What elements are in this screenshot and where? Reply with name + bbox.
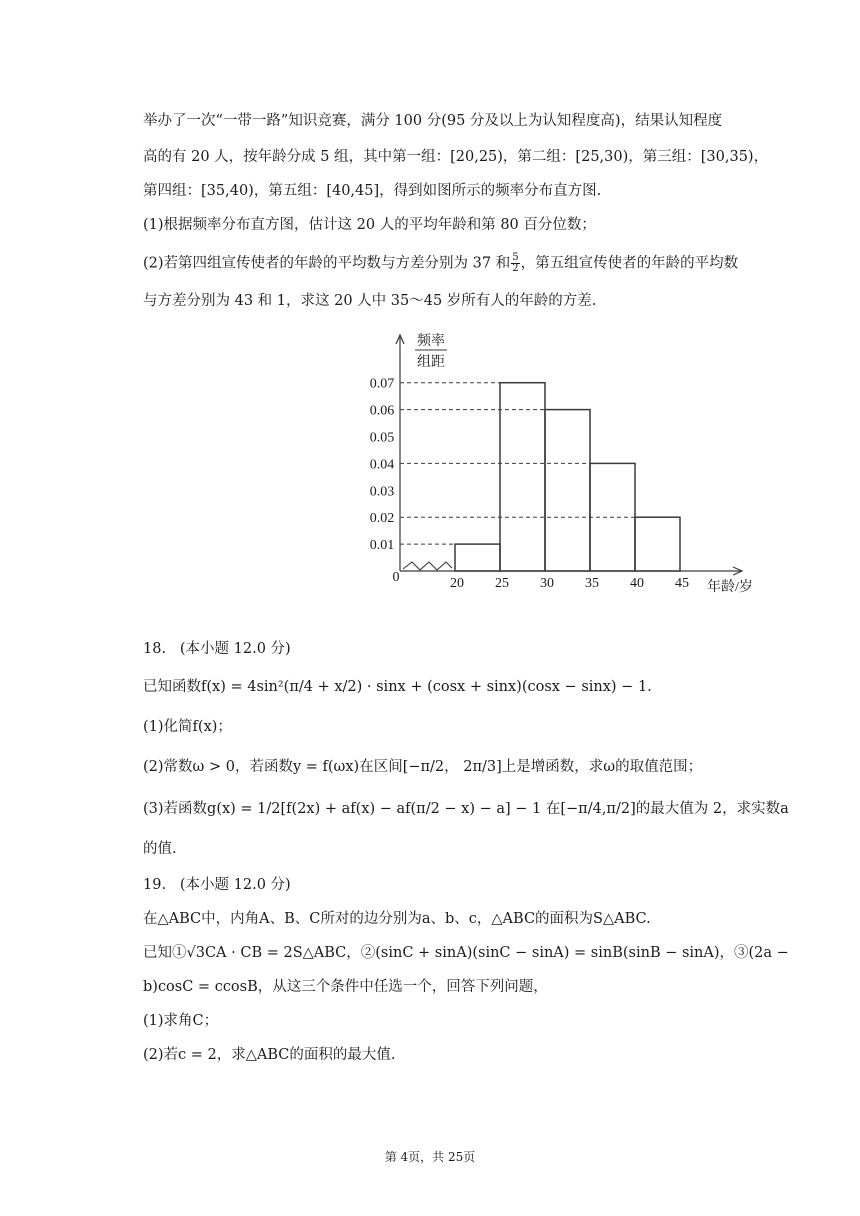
q17-part2c: 与方差分别为 43 和 1，求这 20 人中 35～45 岁所有人的年龄的方差. xyxy=(143,293,597,309)
q17-part2b: ，第五组宣传使者的年龄的平均数 xyxy=(520,255,739,272)
q19-heading xyxy=(143,876,291,894)
histogram-bar xyxy=(635,517,680,571)
y-axis-label-denominator: 组距 xyxy=(417,355,445,370)
x-tick-label: 40 xyxy=(630,576,644,591)
x-tick-label: 25 xyxy=(495,576,509,591)
q18-score: (本小题 12.0 分) xyxy=(179,641,291,657)
x-tick-label: 45 xyxy=(675,576,689,591)
histogram-bar xyxy=(455,544,500,571)
q18-part1: (1)化简f(x)； xyxy=(143,719,232,735)
q19-part1: (1)求角C； xyxy=(143,1013,219,1029)
q19-score: (本小题 12.0 分) xyxy=(179,877,291,893)
histogram-bar xyxy=(500,383,545,571)
y-axis-label-numerator: 频率 xyxy=(417,334,445,349)
histogram-bar xyxy=(545,410,590,571)
q17-part2-fraction: $\frac{5}{2}$ xyxy=(512,252,519,274)
y-tick-label: 0.01 xyxy=(369,538,395,554)
q17-line1: 举办了一次“一带一路”知识竞赛，满分 100 分(95 分及以上为认知程度高)，结果认知程度 xyxy=(143,113,723,129)
x-axis-label: 年龄/岁 xyxy=(707,580,753,595)
q18-stem: 已知函数f(x) = 4sin²(π/4 + x/2) · sinx + (cosx + sinx)(cosx − sinx) − 1. xyxy=(143,679,652,695)
q17-part2 xyxy=(143,253,738,274)
q18-heading xyxy=(143,640,291,658)
q18-number: 18. xyxy=(143,641,167,657)
frequency-histogram xyxy=(0,315,860,615)
q17-part1: (1)根据频率分布直方图，估计这 20 人的平均年龄和第 80 百分位数； xyxy=(143,217,596,233)
y-tick-label: 0.02 xyxy=(369,511,395,527)
origin-label: 0 xyxy=(392,570,400,585)
y-tick-label: 0.04 xyxy=(369,457,395,473)
x-tick-label: 20 xyxy=(450,576,464,591)
page-footer: 第 4页，共 25页 xyxy=(384,1150,476,1164)
q19-stem: 在△ABC中，内角A、B、C所对的边分别为a、b、c，△ABC的面积为S△ABC. xyxy=(143,911,651,927)
y-tick-label: 0.03 xyxy=(369,484,395,500)
q17-part2a: (2)若第四组宣传使者的年龄的平均数与方差分别为 37 和 xyxy=(143,255,511,272)
y-tick-label: 0.05 xyxy=(369,430,395,446)
q18-part3-cont: 的值. xyxy=(143,841,177,857)
axis-break-mark xyxy=(403,562,452,570)
q18-part2: (2)常数ω > 0，若函数y = f(ωx)在区间[−π/2， 2π/3]上是增函数，求ω的取值范围； xyxy=(143,759,703,775)
q19-part2: (2)若c = 2，求△ABC的面积的最大值. xyxy=(143,1047,396,1063)
y-tick-label: 0.06 xyxy=(369,403,395,419)
q18-part3: (3)若函数g(x) = 1/2[f(2x) + af(x) − af(π/2 − x) − a] − 1 在[−π/4,π/2]的最大值为 2，求实数a xyxy=(143,801,789,817)
q17-line2: 高的有 20 人，按年龄分成 5 组，其中第一组：[20,25)，第二组：[25,30)，第三组：[30,35)， xyxy=(143,149,769,165)
q19-conditions-line2: b)cosC = ccosB，从这三个条件中任选一个，回答下列问题， xyxy=(143,979,548,995)
y-tick-label: 0.07 xyxy=(369,376,395,392)
x-tick-label: 30 xyxy=(540,576,554,591)
q17-line3: 第四组：[35,40)，第五组：[40,45]，得到如图所示的频率分布直方图. xyxy=(143,183,602,199)
x-tick-label: 35 xyxy=(585,576,599,591)
q19-number: 19. xyxy=(143,877,167,893)
q19-conditions-line1: 已知①√3CA · CB = 2S△ABC，②(sinC + sinA)(sinC − sinA) = sinB(sinB − sinA)，③(2a − xyxy=(143,945,789,961)
